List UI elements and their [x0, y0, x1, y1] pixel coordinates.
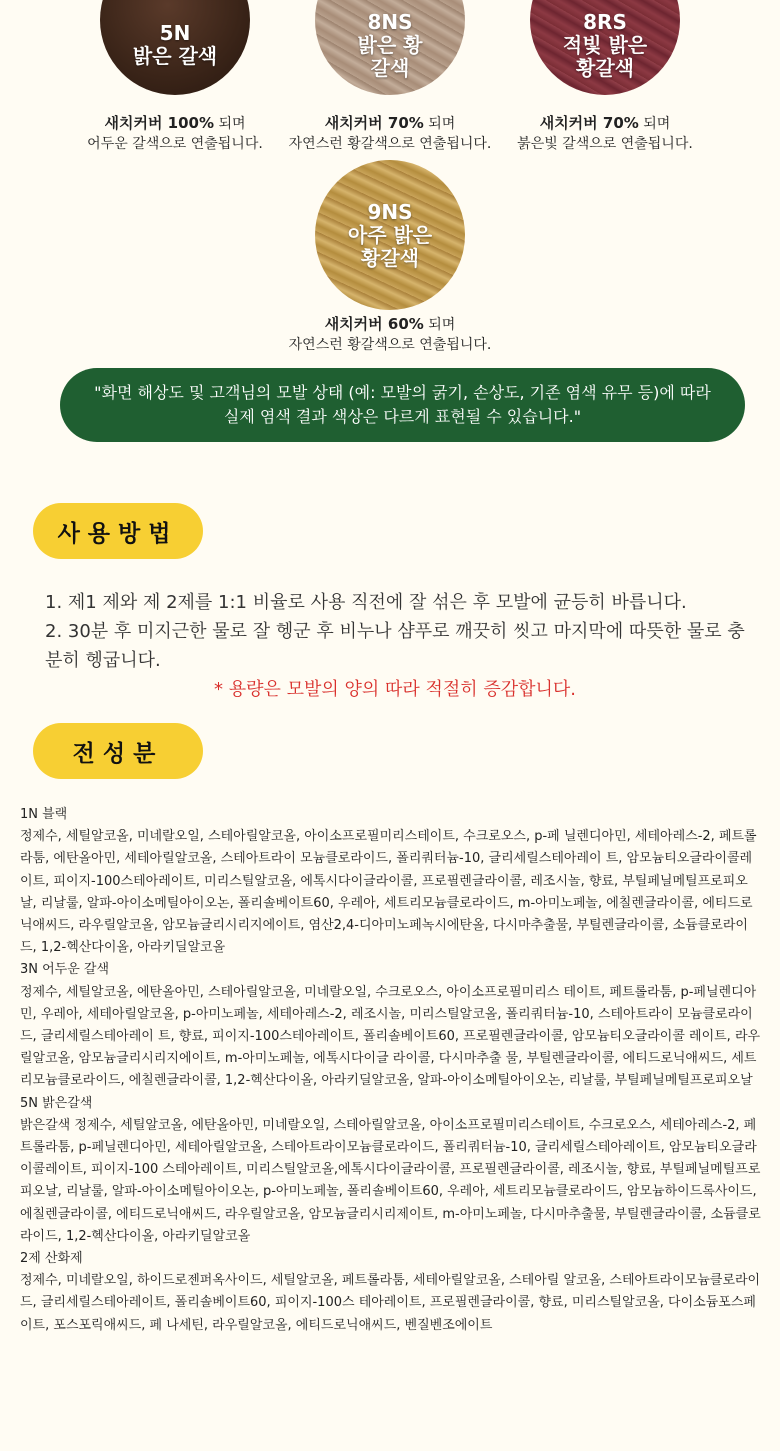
- swatch-caption: [270, 113, 510, 154]
- color-circle-5n: [100, 0, 250, 95]
- swatch-9ns: [270, 160, 510, 355]
- ingredient-group-title: 2제 산화제: [20, 1251, 83, 1267]
- swatch-description: 자연스런 황갈색으로 연출됩니다.: [288, 136, 492, 152]
- swatch-name: 밝은 갈색: [132, 44, 218, 68]
- swatch-code: 8NS: [367, 9, 413, 34]
- ingredient-group-text: 정제수, 미네랄오일, 하이드로젠퍼옥사이드, 세틸알코올, 페트롤라툼, 세테아릴알코올, 스테아릴 알코올, 스테아트라이모늄클로라이드, 글리세릴스테아레이트, 폴리솔베이트60, 피이지-100스 테아레이트, 프로필렌글라이콜, 향료, 미리스틸알코올, 다이소듐포스페이트, 포스포릭애씨드, 페 나세틴, 라우릴알코올, 에티드로닉애씨드, 벤질벤조에이트: [20, 1273, 761, 1333]
- usage-heading: 사용방법: [33, 503, 203, 559]
- swatch-code: 8RS: [583, 9, 627, 34]
- cover-suffix: 되며: [214, 116, 246, 132]
- cover-rate: 새치커버 70%: [324, 114, 424, 132]
- ingredient-group-title: 3N 어두운 갈색: [20, 962, 110, 978]
- cover-rate: 새치커버 60%: [324, 315, 424, 333]
- cover-suffix: 되며: [423, 116, 456, 132]
- swatch-caption: [490, 113, 720, 154]
- swatch-code: 9NS: [367, 199, 413, 224]
- cover-rate: 새치커버 70%: [539, 114, 639, 132]
- color-circle-8rs: [530, 0, 680, 95]
- swatch-caption: [270, 314, 510, 355]
- swatch-name: 밝은 황갈색: [357, 32, 423, 80]
- swatch-description: 붉은빛 갈색으로 연출됩니다.: [517, 136, 693, 152]
- swatch-name: 적빛 밝은 황갈색: [562, 32, 648, 80]
- ingredients-heading: 전성분: [33, 723, 203, 779]
- ingredient-group-title: 5N 밝은갈색: [20, 1095, 93, 1111]
- usage-step-2: 2. 30분 후 미지근한 물로 잘 헹군 후 비누나 샴푸로 깨끗히 씻고 마지막에 따뜻한 물로 충분히 헹굽니다.: [45, 621, 745, 671]
- swatch-description: 자연스런 황갈색으로 연출됩니다.: [288, 337, 492, 353]
- cover-rate: 새치커버 100%: [104, 114, 215, 132]
- swatch-description: 어두운 갈색으로 연출됩니다.: [87, 136, 263, 152]
- swatch-code: 5N: [159, 21, 191, 45]
- disclaimer-line-2: 실제 염색 결과 색상은 다르게 표현될 수 있습니다.": [223, 407, 582, 426]
- usage-instructions: [45, 588, 745, 704]
- color-circle-9ns: [315, 160, 465, 310]
- usage-warning: * 용량은 모발의 양의 따라 적절히 증감합니다.: [213, 679, 577, 700]
- cover-suffix: 되며: [423, 317, 456, 333]
- ingredients-list: [20, 804, 762, 1337]
- swatch-name: 아주 밝은 황갈색: [347, 222, 433, 270]
- swatch-8rs: [490, 0, 720, 154]
- disclaimer-banner: [60, 368, 745, 442]
- swatch-5n: [60, 0, 290, 154]
- ingredient-group-text: 정제수, 세틸알코올, 미네랄오일, 스테아릴알코올, 아이소프로필미리스테이트, 수크로오스, p-페 닐렌디아민, 세테아레스-2, 페트롤라툼, 에탄올아민, 세테아릴알코올, 스테아트라이 모늄클로라이드, 폴리쿼터늄-10, 글리세릴스테아레이 트, 암모늄티오글라이콜레이트, 피이지-100스테아레이트, 미리스틸알코올, 에톡시다이글라이콜, 프로필렌글라이콜, 레조시놀, 향료, 부틸페닐메틸프로피오날, 리날룰, 알파-아이소메틸아이오논, 폴리솔베이트60, 우레아, 세트리모늄클로라이드, m-아미노페놀, 에칠렌글라이콜, 에티드로닉애씨드, 라우릴알코올, 암모늄글리시리지에이트, 염산2,4-디아미노페녹시에탄올, 다시마추출물, 부틸렌글라이콜, 소듐클로라이드, 1,2-헥산다이올, 아라키딜알코올: [20, 829, 757, 956]
- color-circle-8ns: [315, 0, 465, 95]
- cover-suffix: 되며: [638, 116, 671, 132]
- ingredient-group-title: 1N 블랙: [20, 807, 68, 822]
- ingredient-group-text: 밝은갈색 정제수, 세틸알코올, 에탄올아민, 미네랄오일, 스테아릴알코올, 아이소프로필미리스테이트, 수크로오스, 세테아레스-2, 페트롤라툼, p-페닐렌디아민, 세테아릴알코올, 스테아트라이모늄클로라이드, 폴리쿼터늄-10, 글리세릴스테아레이트, 암모늄티오글라이콜레이트, 피이지-100 스테아레이트, 미리스틸알코올,에톡시다이글라이콜, 프로필렌글라이콜, 레조시놀, 향료, 부틸페닐메틸프로피오날, 리날룰, 알파-아이소메틸아이오논, p-아미노페놀, 폴리솔베이트60, 우레아, 세트리모늄클로라이드, 암모늄하이드록사이드, 에칠렌글라이콜, 에티드로닉애씨드, 라우릴알코올, 암모늄글리시리제이트, m-아미노페놀, 다시마추출물, 부틸렌글라이콜, 소듐클로라이드, 1,2-헥산다이올, 아라키딜알코올: [20, 1117, 761, 1244]
- disclaimer-line-1: "화면 해상도 및 고객님의 모발 상태 (예: 모발의 굵기, 손상도, 기존 염색 유무 등)에 따라: [94, 383, 711, 402]
- swatch-8ns: [270, 0, 510, 154]
- usage-step-1: 1. 제1 제와 제 2제를 1:1 비율로 사용 직전에 잘 섞은 후 모발에 균등히 바릅니다.: [45, 592, 687, 613]
- ingredient-group-text: 정제수, 세틸알코올, 에탄올아민, 스테아릴알코올, 미네랄오일, 수크로오스, 아이소프로필미리스 테이트, 페트롤라툼, p-페닐렌디아민, 우레아, 세테아릴알코올, p-아미노페놀, 세테아레스-2, 레조시놀, 미리스틸알코올, 폴리쿼터늄-10, 스테아트라이 모늄클로라이드, 글리세릴스테아레이 트, 향료, 피이지-100스테아레이트, 폴리솔베이트60, 프로필렌글라이콜, 암모늄티오글라이콜 레이트, 라우릴알코올, 암모늄글리시리지에이트, m-아미노페놀, 에톡시다이글 라이콜, 다시마추출 물, 부틸렌글라이콜, 에티드로닉애씨드, 세트리모늄클로라이드, 에칠렌글라이콜, 1,2-헥산다이올, 아라키딜알코올, 알파-아이소메틸아이오논, 리날룰, 부틸페닐메틸프로피오날: [20, 984, 761, 1089]
- swatch-caption: [60, 113, 290, 154]
